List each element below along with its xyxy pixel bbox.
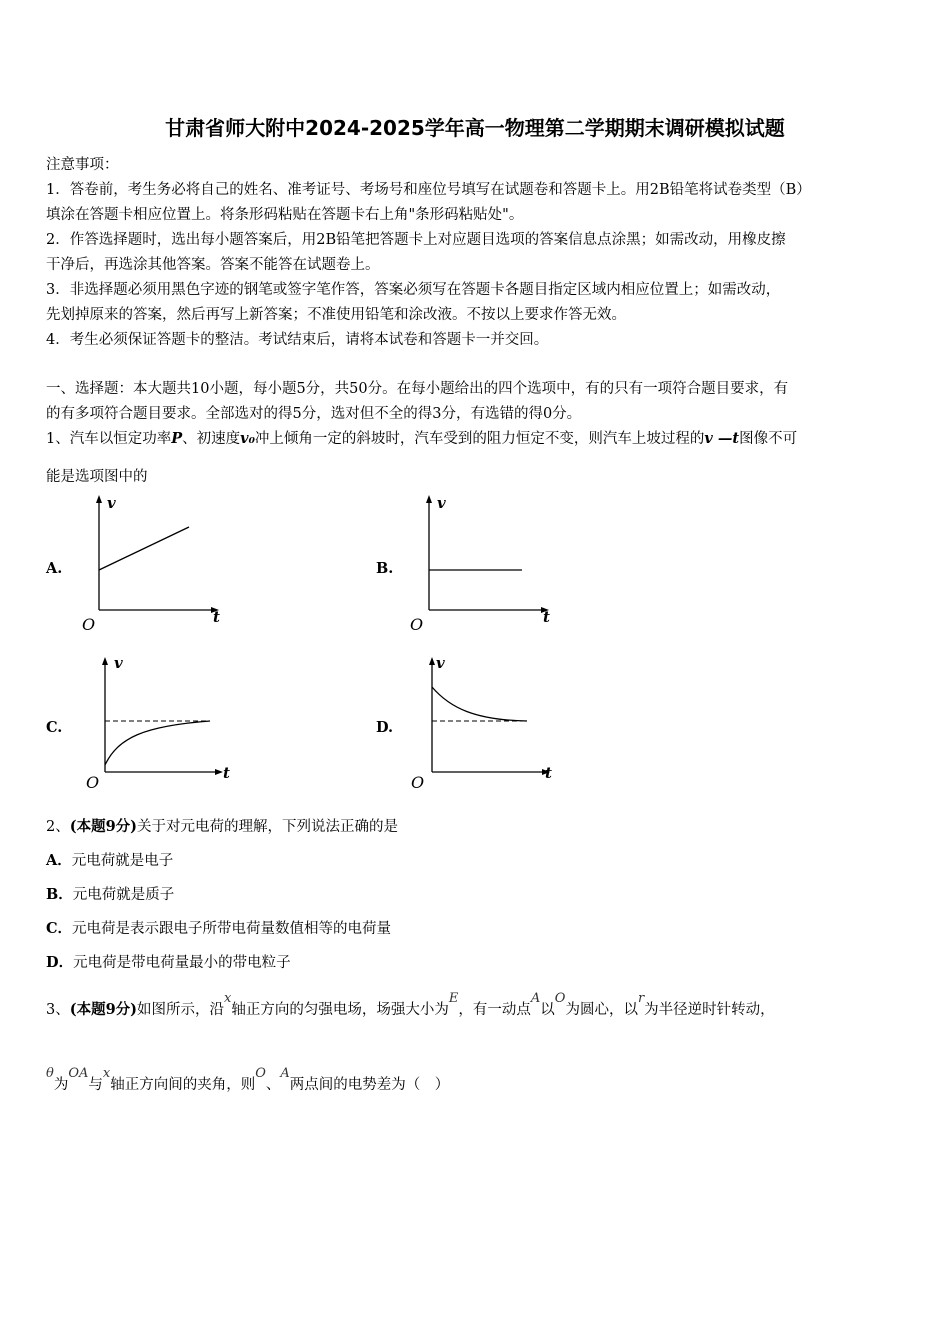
option-text: 元电荷是带电荷量最小的带电粒子 xyxy=(73,955,291,971)
option-a-label: A. xyxy=(46,560,63,577)
option-d-graph xyxy=(405,650,565,795)
option-label: A． xyxy=(46,852,72,869)
origin-label: O xyxy=(410,615,424,634)
x-axis-label: t xyxy=(545,764,552,782)
notice-line: 2．作答选择题时，选出每小题答案后，用2B铅笔把答题卡上对应题目选项的答案信息点涂黑；如需改动，用橡皮擦 xyxy=(46,232,786,248)
q1-text: 、初速度 xyxy=(182,431,241,447)
q3-text: 轴正方向的匀强电场，场强大小为 xyxy=(231,1002,449,1018)
q3-text: 以 xyxy=(540,1002,555,1018)
y-axis-arrow xyxy=(102,657,108,665)
q2-number: 2、 xyxy=(46,819,70,835)
option-label: D． xyxy=(46,954,74,971)
q3-text: 轴正方向间的夹角，则 xyxy=(110,1077,256,1093)
option-text: 元电荷是表示跟电子所带电荷量数值相等的电荷量 xyxy=(72,921,392,937)
y-axis-label: v xyxy=(437,494,446,512)
option-text: 元电荷就是质子 xyxy=(72,887,175,903)
q3-text: 两点间的电势差为（ ） xyxy=(289,1077,450,1093)
q2-option-d xyxy=(46,951,291,972)
x-axis-arrow xyxy=(215,769,223,775)
q2-option-a xyxy=(46,849,173,870)
question-3-stem xyxy=(46,991,775,1019)
option-c-graph xyxy=(78,650,238,795)
notice-line: 填涂在答题卡相应位置上。将条形码粘贴在答题卡右上角"条形码粘贴处"。 xyxy=(46,207,524,223)
q3-text: 为 xyxy=(53,1077,69,1093)
option-c-label: C. xyxy=(46,719,63,736)
q3-text: 为半径逆时针转动， xyxy=(644,1002,775,1018)
v-t-curve xyxy=(99,527,189,570)
symbol-a: A xyxy=(530,991,541,1006)
symbol-e: E xyxy=(448,991,459,1006)
q3-text: 、 xyxy=(265,1077,281,1093)
symbol-x: x xyxy=(224,991,232,1006)
symbol-r: r xyxy=(637,991,645,1006)
page-title: 甘肃省师大附中2024-2025学年高一物理第二学期期末调研模拟试题 xyxy=(165,116,785,140)
notice-line: 先划掉原来的答案，然后再写上新答案；不准使用铅笔和涂改液。不按以上要求作答无效。 xyxy=(46,307,626,323)
q1-symbol-vt: v —t xyxy=(704,430,740,447)
origin-label: O xyxy=(86,773,100,792)
notice-line: 干净后，再选涂其他答案。答案不能答在试题卷上。 xyxy=(46,257,380,273)
section-intro: 的有多项符合题目要求。全部选对的得5分，选对但不全的得3分，有选错的得0分。 xyxy=(46,406,582,422)
y-axis-label: v xyxy=(107,494,116,512)
q3-text: 与 xyxy=(88,1077,103,1093)
question-1-stem-cont: 能是选项图中的 xyxy=(46,469,148,485)
option-a-graph xyxy=(72,490,232,635)
question-2-stem xyxy=(46,815,398,836)
section-intro: 一、选择题：本大题共10小题，每小题5分，共50分。在每小题给出的四个选项中，有的只有一项符合题目要求，有 xyxy=(46,381,789,397)
notice-line: 4．考生必须保证答题卡的整洁。考试结束后，请将本试卷和答题卡一并交回。 xyxy=(46,332,549,348)
origin-label: O xyxy=(82,615,96,634)
origin-label: O xyxy=(411,773,425,792)
option-label: C． xyxy=(46,920,73,937)
option-label: B． xyxy=(46,886,73,903)
symbol-x: x xyxy=(102,1066,111,1081)
q2-score: (本题9分) xyxy=(69,818,138,835)
option-text: 元电荷就是电子 xyxy=(71,853,174,869)
q1-text: 1、汽车以恒定功率 xyxy=(46,431,172,447)
x-axis-label: t xyxy=(223,764,230,782)
symbol-oa: OA xyxy=(68,1066,89,1081)
y-axis-label: v xyxy=(436,654,445,672)
notice-line: 1．答卷前，考生务必将自己的姓名、准考证号、考场号和座位号填写在试题卷和答题卡上。用2B铅笔将试卷类型（B） xyxy=(46,182,811,198)
symbol-theta: θ xyxy=(46,1066,54,1081)
option-b-label: B. xyxy=(376,560,394,577)
y-axis-arrow xyxy=(426,495,432,503)
q2-option-c xyxy=(46,917,391,938)
x-axis-label: t xyxy=(213,608,220,626)
notice-heading: 注意事项： xyxy=(46,157,119,173)
y-axis-arrow xyxy=(96,495,102,503)
symbol-a: A xyxy=(280,1066,290,1081)
q3-number: 3、 xyxy=(46,1002,70,1018)
notice-line: 3．非选择题必须用黑色字迹的钢笔或签字笔作答，答案必须写在答题卡各题目指定区域内相应位置上；如需改动， xyxy=(46,282,781,298)
v-t-curve xyxy=(105,721,210,765)
symbol-o: O xyxy=(554,991,566,1006)
q1-text: 冲上倾角一定的斜坡时，汽车受到的阻力恒定不变，则汽车上坡过程的 xyxy=(254,431,705,447)
question-1-stem xyxy=(46,427,797,448)
v-t-curve xyxy=(432,687,527,721)
option-b-graph xyxy=(402,490,562,635)
symbol-o: O xyxy=(255,1066,266,1081)
q1-text: 图像不可 xyxy=(739,431,798,447)
q3-text: ，有一动点 xyxy=(458,1002,531,1018)
y-axis-label: v xyxy=(114,654,123,672)
y-axis-arrow xyxy=(429,657,435,665)
q1-symbol-v0: v₀ xyxy=(240,430,255,447)
option-d-label: D. xyxy=(376,719,394,736)
q1-symbol-p: P xyxy=(171,430,183,447)
q3-text: 如图所示，沿 xyxy=(137,1002,225,1018)
question-3-stem-cont xyxy=(46,1066,450,1094)
q3-score: (本题9分) xyxy=(69,1001,138,1018)
q2-option-b xyxy=(46,883,174,904)
x-axis-label: t xyxy=(543,608,550,626)
q3-text: 为圆心，以 xyxy=(565,1002,638,1018)
q2-text: 关于对元电荷的理解，下列说法正确的是 xyxy=(137,819,399,835)
